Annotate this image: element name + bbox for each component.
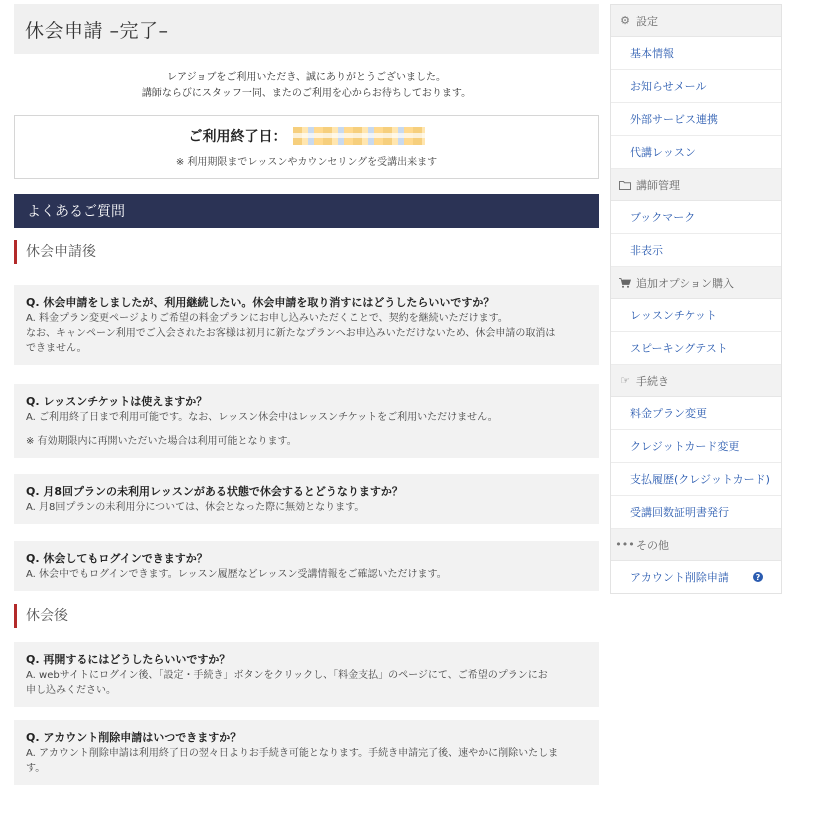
faq-item xyxy=(14,384,599,458)
help-icon[interactable]: ? xyxy=(753,572,763,582)
sidebar-item-basic-info[interactable]: 基本情報 xyxy=(611,37,781,70)
faq-question: Q. アカウント削除申請はいつできますか？ xyxy=(26,731,242,744)
section-title-after-application: 休会申請後 xyxy=(14,240,599,264)
sidebar-item-lesson-ticket[interactable]: レッスンチケット xyxy=(611,299,781,332)
page-title: 休会申請 –完了– xyxy=(25,19,169,42)
faq-item xyxy=(14,720,599,785)
sidebar-item-external-services[interactable]: 外部サービス連携 xyxy=(611,103,781,136)
settings-sidebar xyxy=(610,4,782,594)
faq-answer: できません。 xyxy=(26,343,87,354)
page-title-box xyxy=(14,4,599,54)
sidebar-item-label: アカウント削除申請 xyxy=(630,571,729,584)
sidebar-item-plan-change[interactable]: 料金プラン変更 xyxy=(611,397,781,430)
sidebar-item-hidden[interactable]: 非表示 xyxy=(611,234,781,267)
sidebar-category-label: 設定 xyxy=(636,14,658,28)
faq-answer: A. webサイトにログイン後、「設定・手続き」ボタンをクリックし、「料金支払」のページにて、ご希望のプランにお xyxy=(26,670,548,681)
thanks-message xyxy=(14,70,599,102)
sidebar-category-tutor-management xyxy=(611,169,781,201)
faq-question: Q. 休会申請をしましたが、利用継続したい。休会申請を取り消すにはどうしたらいいですか？ xyxy=(26,296,495,309)
faq-question: Q. レッスンチケットは使えますか？ xyxy=(26,395,208,408)
faq-header: よくあるご質問 xyxy=(14,194,599,228)
cart-icon xyxy=(619,278,631,288)
sidebar-category-settings xyxy=(611,5,781,37)
faq-question: Q. 月8回プランの未利用レッスンがある状態で休会するとどうなりますか？ xyxy=(26,485,403,498)
faq-item xyxy=(14,642,599,707)
section-title-after-leave: 休会後 xyxy=(14,604,599,628)
sidebar-category-options xyxy=(611,267,781,299)
sidebar-category-label: 講師管理 xyxy=(636,178,680,192)
faq-question: Q. 休会してもログインできますか？ xyxy=(26,552,208,565)
faq-item xyxy=(14,541,599,591)
sidebar-item-substitute-lesson[interactable]: 代講レッスン xyxy=(611,136,781,169)
sidebar-item-payment-history[interactable]: 支払履歴(クレジットカード) xyxy=(611,463,781,496)
hand-pointer-icon: ☞ xyxy=(620,374,630,387)
gear-icon: ⚙ xyxy=(620,14,630,27)
end-date-line xyxy=(15,126,598,146)
end-date-label: ご利用終了日： xyxy=(188,129,287,145)
sidebar-item-attendance-certificate[interactable]: 受講回数証明書発行 xyxy=(611,496,781,529)
more-dots-icon: ••• xyxy=(615,538,635,551)
faq-answer: A. アカウント削除申請は利用終了日の翌々日よりお手続き可能となります。手続き申請完了後、速やかに削除いたしま xyxy=(26,748,559,759)
faq-answer: す。 xyxy=(26,763,46,774)
faq-answer: 申し込みください。 xyxy=(26,685,116,696)
faq-answer: A. 月8回プランの未利用分については、休会となった際に無効となります。 xyxy=(26,502,365,513)
faq-question: Q. 再開するにはどうしたらいいですか？ xyxy=(26,653,231,666)
folder-icon xyxy=(619,180,631,190)
sidebar-item-account-deletion[interactable] xyxy=(611,561,781,593)
sidebar-item-credit-card-change[interactable]: クレジットカード変更 xyxy=(611,430,781,463)
faq-answer: A. ご利用終了日まで利用可能です。なお、レッスン休会中はレッスンチケットをご利用いただけません。 xyxy=(26,412,498,423)
sidebar-category-other xyxy=(611,529,781,561)
faq-item xyxy=(14,285,599,365)
end-date-redacted xyxy=(293,127,425,145)
faq-answer: A. 料金プラン変更ページよりご希望の料金プランにお申し込みいただくことで、契約を継続いただけます。 xyxy=(26,313,508,324)
faq-answer: なお、キャンペーン利用でご入会されたお客様は初月に新たなプランへお申込みいただけないため、休会申請の取消は xyxy=(26,328,556,339)
sidebar-item-notification-mail[interactable]: お知らせメール xyxy=(611,70,781,103)
thanks-line-2: 講師ならびにスタッフ一同、またのご利用を心からお待ちしております。 xyxy=(141,88,472,99)
sidebar-category-label: 追加オプション購入 xyxy=(636,276,735,290)
faq-item xyxy=(14,474,599,524)
sidebar-item-speaking-test[interactable]: スピーキングテスト xyxy=(611,332,781,365)
sidebar-category-label: その他 xyxy=(636,538,669,552)
end-date-box xyxy=(14,115,599,179)
main-content xyxy=(14,4,599,785)
thanks-line-1: レアジョブをご利用いただき、誠にありがとうございました。 xyxy=(167,72,446,83)
sidebar-category-procedures xyxy=(611,365,781,397)
end-date-note: ※ 利用期限までレッスンやカウンセリングを受講出来ます xyxy=(175,157,438,168)
sidebar-category-label: 手続き xyxy=(636,374,669,388)
faq-answer-note: ※ 有効期限内に再開いただいた場合は利用可能となります。 xyxy=(26,436,297,447)
faq-answer: A. 休会中でもログインできます。レッスン履歴などレッスン受講情報をご確認いただけます。 xyxy=(26,569,447,580)
sidebar-item-bookmark[interactable]: ブックマーク xyxy=(611,201,781,234)
